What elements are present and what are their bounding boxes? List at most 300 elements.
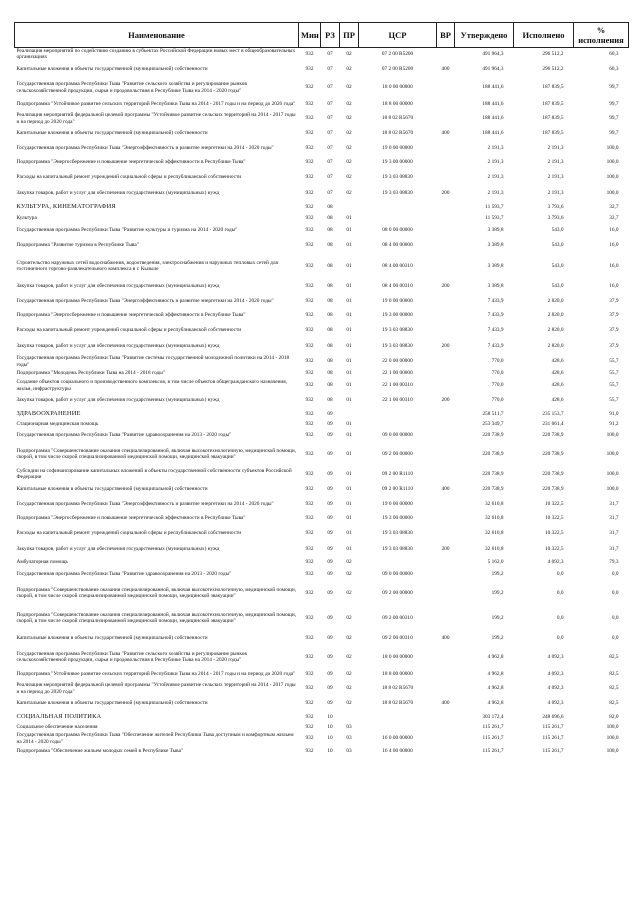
row-pr: 02 bbox=[346, 51, 352, 58]
row-vr bbox=[437, 732, 455, 746]
row-percent: 0,0 bbox=[611, 635, 619, 642]
row-pr: 01 bbox=[346, 283, 352, 290]
row-executed: 2 820,0 bbox=[547, 343, 564, 350]
row-percent: 100,0 bbox=[606, 159, 619, 166]
row-executed: 2 191,3 bbox=[547, 174, 564, 181]
row-approved: 188 441,6 bbox=[482, 115, 504, 122]
row-executed: 0,0 bbox=[556, 570, 564, 577]
row-approved: 7 433,9 bbox=[487, 298, 504, 305]
row-rz: 07 bbox=[327, 190, 333, 197]
row-approved: 770,0 bbox=[491, 370, 504, 377]
row-rz: 07 bbox=[327, 145, 333, 152]
row-vr bbox=[437, 323, 455, 339]
row-min: 932 bbox=[305, 700, 314, 707]
row-approved: 199,2 bbox=[491, 614, 504, 621]
row-name: КУЛЬТУРА, КИНЕМАТОГРАФИЯ bbox=[16, 203, 116, 211]
row-min: 932 bbox=[305, 635, 314, 642]
row-rz: 08 bbox=[327, 358, 333, 365]
row-name: Государственная программа Республики Тыва "Энергоэффективность и развитие энергетики на 2014 - 2020 годы" bbox=[16, 501, 274, 508]
row-executed: 10 322,5 bbox=[544, 501, 564, 508]
row-pr: 01 bbox=[346, 262, 352, 269]
row-rz: 08 bbox=[327, 242, 333, 249]
row-vr bbox=[437, 112, 455, 126]
row-csr bbox=[359, 214, 437, 224]
row-pr: 01 bbox=[346, 382, 352, 389]
row-percent: 91,2 bbox=[609, 420, 619, 427]
row-name: Закупка товаров, работ и услуг для обеспечения государственных (муниципальных) нужд bbox=[16, 343, 220, 350]
row-csr bbox=[359, 712, 437, 723]
row-rz: 09 bbox=[327, 685, 333, 692]
table-row bbox=[15, 224, 629, 238]
row-percent: 32,7 bbox=[609, 215, 619, 222]
row-pr: 03 bbox=[346, 747, 352, 754]
row-vr bbox=[437, 98, 455, 112]
row-name: Расходы на капитальный ремонт учреждений социальной сферы и республиканской собственности bbox=[16, 530, 242, 537]
row-executed: 235 153,7 bbox=[542, 410, 564, 417]
row-vr bbox=[437, 224, 455, 238]
header-rz: РЗ bbox=[321, 23, 340, 48]
table-row bbox=[15, 355, 629, 369]
row-rz: 10 bbox=[327, 747, 333, 754]
row-pr: 03 bbox=[346, 723, 352, 730]
row-percent: 55,7 bbox=[609, 382, 619, 389]
row-vr bbox=[437, 568, 455, 581]
row-vr bbox=[437, 442, 455, 467]
row-percent: 100,0 bbox=[606, 747, 619, 754]
row-vr bbox=[437, 48, 455, 61]
row-name: Государственная программа Республики Тыва "Развитие здравоохранения на 2013 - 2020 годы" bbox=[16, 431, 232, 438]
row-name: Реализация мероприятий федеральной целевой программы "Устойчивое развитие сельских территорий на 2014 - 2017 годы и на период до 2020 года" bbox=[16, 112, 296, 125]
row-vr bbox=[437, 78, 455, 98]
row-executed: 2 191,3 bbox=[547, 190, 564, 197]
row-rz: 08 bbox=[327, 283, 333, 290]
budget-execution-table bbox=[14, 22, 629, 757]
table-row bbox=[15, 467, 629, 482]
table-row bbox=[15, 186, 629, 202]
row-vr: 400 bbox=[441, 65, 450, 72]
row-vr: 200 bbox=[441, 343, 450, 350]
row-executed: 220 738,9 bbox=[542, 470, 564, 477]
row-name: СОЦИАЛЬНАЯ ПОЛИТИКА bbox=[16, 712, 102, 720]
table-row bbox=[15, 606, 629, 631]
row-percent: 16,0 bbox=[609, 227, 619, 234]
row-csr bbox=[359, 202, 437, 214]
row-executed: 220 738,9 bbox=[542, 431, 564, 438]
table-row bbox=[15, 61, 629, 78]
row-name: Закупка товаров, работ и услуг для обеспечения государственных (муниципальных) нужд bbox=[16, 397, 220, 404]
row-min: 932 bbox=[305, 486, 314, 493]
table-row bbox=[15, 429, 629, 442]
row-approved: 11 593,7 bbox=[485, 204, 504, 211]
row-rz: 09 bbox=[327, 515, 333, 522]
header-vr: ВР bbox=[437, 23, 455, 48]
row-executed: 10 322,5 bbox=[544, 515, 564, 522]
table-row bbox=[15, 498, 629, 512]
row-min: 932 bbox=[305, 450, 314, 457]
row-approved: 32 610,8 bbox=[484, 501, 504, 508]
row-percent: 100,0 bbox=[606, 450, 619, 457]
table-header-row bbox=[15, 23, 629, 48]
table-row bbox=[15, 112, 629, 126]
row-vr bbox=[437, 238, 455, 254]
row-pr: 02 bbox=[346, 671, 352, 678]
table-row bbox=[15, 420, 629, 429]
row-executed: 3 793,6 bbox=[547, 204, 564, 211]
row-rz: 09 bbox=[327, 570, 333, 577]
row-csr: 09 2 00 00310 bbox=[382, 614, 413, 621]
row-pr: 01 bbox=[346, 470, 352, 477]
row-csr: 18 8 02 R5670 bbox=[381, 115, 414, 122]
row-min: 932 bbox=[305, 546, 314, 553]
row-min: 932 bbox=[305, 130, 314, 137]
row-name: Закупка товаров, работ и услуг для обеспечения государственных (муниципальных) нужд bbox=[16, 283, 220, 290]
row-csr: 09 2 00 R1110 bbox=[382, 470, 413, 477]
table-row bbox=[15, 409, 629, 420]
row-name: Реализация мероприятий по содействию созданию в субъектах Российской Федерации новых мест в общеобразовательных организациях bbox=[16, 48, 296, 61]
row-pr: 01 bbox=[346, 312, 352, 319]
row-percent: 82,5 bbox=[609, 671, 619, 678]
row-executed: 0,0 bbox=[556, 614, 564, 621]
row-name: Подпрограмма "Развитие туризма в Республике Тыва" bbox=[16, 242, 139, 249]
row-approved: 115 261,7 bbox=[482, 747, 504, 754]
row-percent: 55,7 bbox=[609, 358, 619, 365]
row-approved: 32 610,8 bbox=[484, 530, 504, 537]
budget-table-page bbox=[14, 22, 628, 757]
row-rz: 07 bbox=[327, 84, 333, 91]
row-approved: 199,2 bbox=[491, 589, 504, 596]
table-row bbox=[15, 393, 629, 409]
row-percent: 99,7 bbox=[609, 84, 619, 91]
row-rz: 09 bbox=[327, 559, 333, 566]
table-row bbox=[15, 379, 629, 393]
row-csr: 18 0 00 00000 bbox=[382, 84, 413, 91]
row-csr: 19 3 03 08830 bbox=[382, 190, 413, 197]
row-pr: 03 bbox=[346, 735, 352, 742]
row-min: 932 bbox=[305, 262, 314, 269]
row-executed: 3 793,6 bbox=[547, 215, 564, 222]
row-rz: 10 bbox=[327, 713, 333, 720]
row-vr bbox=[437, 369, 455, 379]
row-csr: 08 4 00 00310 bbox=[382, 283, 413, 290]
row-csr: 08 4 00 00310 bbox=[382, 262, 413, 269]
row-min: 932 bbox=[305, 382, 314, 389]
row-csr: 18 8 00 00000 bbox=[382, 101, 413, 108]
row-min: 932 bbox=[305, 397, 314, 404]
row-min: 932 bbox=[305, 51, 314, 58]
row-percent: 100,0 bbox=[606, 486, 619, 493]
row-name: ЗДРАВООХРАНЕНИЕ bbox=[16, 409, 81, 417]
table-row bbox=[15, 126, 629, 142]
row-approved: 3 389,8 bbox=[487, 227, 504, 234]
row-executed: 428,6 bbox=[551, 370, 564, 377]
table-row bbox=[15, 732, 629, 746]
row-vr: 200 bbox=[441, 546, 450, 553]
table-row bbox=[15, 202, 629, 214]
row-percent: 31,7 bbox=[609, 515, 619, 522]
row-vr bbox=[437, 295, 455, 309]
row-vr: 400 bbox=[441, 635, 450, 642]
row-csr: 09 2 00 00000 bbox=[382, 589, 413, 596]
row-approved: 770,0 bbox=[491, 382, 504, 389]
header-name: Наименование bbox=[15, 23, 299, 48]
row-executed: 2 191,3 bbox=[547, 145, 564, 152]
row-executed: 220 738,9 bbox=[542, 450, 564, 457]
row-name: Стационарная медицинская помощь bbox=[16, 420, 99, 427]
row-approved: 491 964,3 bbox=[482, 51, 504, 58]
row-rz: 08 bbox=[327, 204, 333, 211]
row-vr bbox=[437, 512, 455, 526]
row-percent: 82,5 bbox=[609, 700, 619, 707]
row-pr: 02 bbox=[346, 559, 352, 566]
row-pr: 02 bbox=[346, 130, 352, 137]
row-csr: 19 3 03 08830 bbox=[382, 343, 413, 350]
row-rz: 09 bbox=[327, 410, 333, 417]
row-min: 932 bbox=[305, 723, 314, 730]
row-rz: 09 bbox=[327, 614, 333, 621]
row-pr: 01 bbox=[346, 343, 352, 350]
row-executed: 10 322,5 bbox=[544, 546, 564, 553]
row-pr: 01 bbox=[346, 215, 352, 222]
row-min: 932 bbox=[305, 420, 314, 427]
table-row bbox=[15, 214, 629, 224]
row-percent: 91,0 bbox=[609, 410, 619, 417]
row-vr bbox=[437, 723, 455, 732]
row-approved: 188 441,6 bbox=[482, 101, 504, 108]
row-executed: 187 839,5 bbox=[542, 101, 564, 108]
row-vr bbox=[437, 309, 455, 323]
row-name: Капитальные вложения в объекты государственной (муниципальной) собственности bbox=[16, 635, 208, 642]
row-approved: 491 964,3 bbox=[482, 65, 504, 72]
row-approved: 199,2 bbox=[491, 570, 504, 577]
row-name: Подпрограмма "Молодежь Республики Тыва на 2014 - 2018 годы" bbox=[16, 370, 165, 377]
table-row bbox=[15, 48, 629, 61]
row-percent: 100,0 bbox=[606, 723, 619, 730]
row-vr bbox=[437, 746, 455, 757]
row-pr: 02 bbox=[346, 685, 352, 692]
row-csr: 22 1 00 00000 bbox=[382, 370, 413, 377]
row-percent: 0,0 bbox=[611, 614, 619, 621]
row-approved: 3 389,8 bbox=[487, 283, 504, 290]
row-vr: 200 bbox=[441, 190, 450, 197]
row-pr: 01 bbox=[346, 546, 352, 553]
row-executed: 231 061,4 bbox=[542, 420, 564, 427]
row-pr: 02 bbox=[346, 115, 352, 122]
row-approved: 2 191,3 bbox=[487, 159, 504, 166]
row-rz: 09 bbox=[327, 450, 333, 457]
row-rz: 09 bbox=[327, 546, 333, 553]
row-min: 932 bbox=[305, 145, 314, 152]
row-executed: 4 092,3 bbox=[547, 671, 564, 678]
row-rz: 08 bbox=[327, 312, 333, 319]
row-approved: 188 441,6 bbox=[482, 130, 504, 137]
row-percent: 37,9 bbox=[609, 343, 619, 350]
row-csr: 09 0 00 00000 bbox=[382, 431, 413, 438]
row-percent: 100,0 bbox=[606, 190, 619, 197]
row-rz: 09 bbox=[327, 486, 333, 493]
row-percent: 37,9 bbox=[609, 298, 619, 305]
row-name: Государственная программа Республики Тыва "Развитие системы государственной молодежной политики на 2014 - 2018 годы" bbox=[16, 355, 290, 368]
table-row bbox=[15, 696, 629, 712]
row-vr: 400 bbox=[441, 486, 450, 493]
row-csr: 09 2 00 R1110 bbox=[382, 486, 413, 493]
row-pr: 02 bbox=[346, 614, 352, 621]
row-min: 932 bbox=[305, 312, 314, 319]
row-rz: 10 bbox=[327, 735, 333, 742]
row-csr: 18 0 00 00000 bbox=[382, 653, 413, 660]
row-percent: 37,9 bbox=[609, 312, 619, 319]
header-approved: Утверждено bbox=[455, 23, 514, 48]
row-pr: 01 bbox=[346, 327, 352, 334]
row-percent: 100,0 bbox=[606, 470, 619, 477]
row-vr bbox=[437, 420, 455, 429]
row-csr: 19 0 00 00000 bbox=[382, 145, 413, 152]
row-csr: 19 0 00 00000 bbox=[382, 298, 413, 305]
row-vr bbox=[437, 156, 455, 170]
row-executed: 248 696,6 bbox=[542, 713, 564, 720]
row-approved: 220 738,9 bbox=[482, 450, 504, 457]
row-rz: 08 bbox=[327, 262, 333, 269]
row-min: 932 bbox=[305, 101, 314, 108]
row-name: Подпрограмма "Энергосбережение и повышение энергетической эффективности в Республике Тыва" bbox=[16, 312, 246, 319]
row-executed: 187 839,5 bbox=[542, 115, 564, 122]
row-csr: 08 4 00 00000 bbox=[382, 242, 413, 249]
row-min: 932 bbox=[305, 530, 314, 537]
row-min: 932 bbox=[305, 735, 314, 742]
header-min: Мин bbox=[299, 23, 321, 48]
row-executed: 543,0 bbox=[551, 262, 564, 269]
row-pr: 02 bbox=[346, 174, 352, 181]
row-vr bbox=[437, 467, 455, 482]
row-csr: 16 0 00 00000 bbox=[382, 735, 413, 742]
row-vr bbox=[437, 142, 455, 156]
table-row bbox=[15, 723, 629, 732]
row-csr: 18 8 02 R5670 bbox=[381, 700, 414, 707]
row-csr: 18 8 02 R5670 bbox=[381, 685, 414, 692]
row-vr: 400 bbox=[441, 700, 450, 707]
row-pr: 01 bbox=[346, 358, 352, 365]
row-approved: 7 433,9 bbox=[487, 312, 504, 319]
row-name: Государственная программа Республики Тыва "Развитие сельского хозяйства и регулирование рынков сельскохозяйственной продукции, сырья и продовольствия в Республике Тыва на 2014 - 2020 годы" bbox=[16, 650, 247, 663]
row-approved: 220 738,9 bbox=[482, 431, 504, 438]
row-approved: 199,2 bbox=[491, 635, 504, 642]
table-row bbox=[15, 647, 629, 668]
row-executed: 2 820,0 bbox=[547, 298, 564, 305]
row-min: 932 bbox=[305, 358, 314, 365]
row-percent: 0,0 bbox=[611, 570, 619, 577]
row-rz: 08 bbox=[327, 343, 333, 350]
row-rz: 09 bbox=[327, 635, 333, 642]
row-approved: 3 389,8 bbox=[487, 262, 504, 269]
row-vr bbox=[437, 581, 455, 606]
row-min: 932 bbox=[305, 298, 314, 305]
row-name: Культура bbox=[16, 215, 37, 222]
row-rz: 08 bbox=[327, 215, 333, 222]
row-csr: 22 0 00 00000 bbox=[382, 358, 413, 365]
row-min: 932 bbox=[305, 327, 314, 334]
row-min: 932 bbox=[305, 174, 314, 181]
row-min: 932 bbox=[305, 570, 314, 577]
row-min: 932 bbox=[305, 470, 314, 477]
row-name: Государственная программа Республики Тыва "Развитие сельского хозяйства и регулирование рынков сельскохозяйственной продукции, сырья и продовольствия в Республике Тыва на 2014 - 2020 годы" bbox=[16, 81, 247, 94]
row-min: 932 bbox=[305, 501, 314, 508]
row-executed: 543,0 bbox=[551, 227, 564, 234]
table-row bbox=[15, 568, 629, 581]
row-pr: 01 bbox=[346, 486, 352, 493]
row-approved: 4 962,8 bbox=[487, 700, 504, 707]
row-approved: 11 593,7 bbox=[485, 215, 504, 222]
row-csr: 19 3 03 08830 bbox=[382, 174, 413, 181]
row-name: Социальное обеспечение населения bbox=[16, 723, 98, 730]
row-min: 932 bbox=[305, 84, 314, 91]
row-rz: 07 bbox=[327, 130, 333, 137]
table-row bbox=[15, 668, 629, 682]
row-vr bbox=[437, 558, 455, 568]
row-rz: 08 bbox=[327, 397, 333, 404]
row-approved: 770,0 bbox=[491, 397, 504, 404]
table-row bbox=[15, 323, 629, 339]
row-executed: 0,0 bbox=[556, 635, 564, 642]
row-csr: 09 2 00 00310 bbox=[382, 635, 413, 642]
row-approved: 115 261,7 bbox=[482, 735, 504, 742]
row-name: Подпрограмма "Совершенствование оказания специализированной, включая высокотехнологичную, медицинской помощи, скорой, в том числе скорой специализированной медицинской помощи, медицинской эвакуации" bbox=[16, 586, 297, 599]
row-vr bbox=[437, 214, 455, 224]
row-vr bbox=[437, 254, 455, 279]
row-name: Реализация мероприятий федеральной целевой программы "Устойчивое развитие сельских территорий на 2014 - 2017 годы и на период до 2020 года" bbox=[16, 682, 296, 695]
row-vr bbox=[437, 498, 455, 512]
row-name: Расходы на капитальный ремонт учреждений социальной сферы и республиканской собственности bbox=[16, 174, 242, 181]
row-percent: 82,0 bbox=[609, 713, 619, 720]
row-approved: 770,0 bbox=[491, 358, 504, 365]
row-percent: 16,0 bbox=[609, 262, 619, 269]
row-percent: 55,7 bbox=[609, 370, 619, 377]
row-rz: 08 bbox=[327, 327, 333, 334]
row-executed: 220 738,9 bbox=[542, 486, 564, 493]
row-vr: 200 bbox=[441, 397, 450, 404]
row-percent: 100,0 bbox=[606, 431, 619, 438]
row-pr: 02 bbox=[346, 653, 352, 660]
row-pr: 02 bbox=[346, 570, 352, 577]
row-approved: 115 261,7 bbox=[482, 723, 504, 730]
row-csr: 18 8 00 00000 bbox=[382, 671, 413, 678]
row-vr bbox=[437, 355, 455, 369]
table-row bbox=[15, 309, 629, 323]
row-name: Подпрограмма "Энергосбережение и повышение энергетической эффективности в Республике Тыва" bbox=[16, 159, 246, 166]
row-approved: 4 962,8 bbox=[487, 685, 504, 692]
row-pr: 02 bbox=[346, 700, 352, 707]
row-percent: 100,0 bbox=[606, 735, 619, 742]
row-pr: 02 bbox=[346, 635, 352, 642]
table-row bbox=[15, 339, 629, 355]
row-approved: 253 349,7 bbox=[482, 420, 504, 427]
row-pr: 02 bbox=[346, 65, 352, 72]
row-csr: 19 3 00 00000 bbox=[382, 312, 413, 319]
header-csr: ЦСР bbox=[359, 23, 437, 48]
row-name: Государственная программа Республики Тыва "Энергоэффективность и развитие энергетики на 2014 - 2020 годы" bbox=[16, 298, 274, 305]
table-row bbox=[15, 369, 629, 379]
row-rz: 07 bbox=[327, 159, 333, 166]
row-rz: 09 bbox=[327, 501, 333, 508]
row-vr bbox=[437, 668, 455, 682]
row-vr bbox=[437, 409, 455, 420]
header-pr: ПР bbox=[340, 23, 359, 48]
row-rz: 09 bbox=[327, 420, 333, 427]
row-percent: 55,7 bbox=[609, 397, 619, 404]
row-executed: 187 839,5 bbox=[542, 84, 564, 91]
row-min: 932 bbox=[305, 115, 314, 122]
row-vr: 200 bbox=[441, 283, 450, 290]
table-row bbox=[15, 254, 629, 279]
row-vr bbox=[437, 712, 455, 723]
